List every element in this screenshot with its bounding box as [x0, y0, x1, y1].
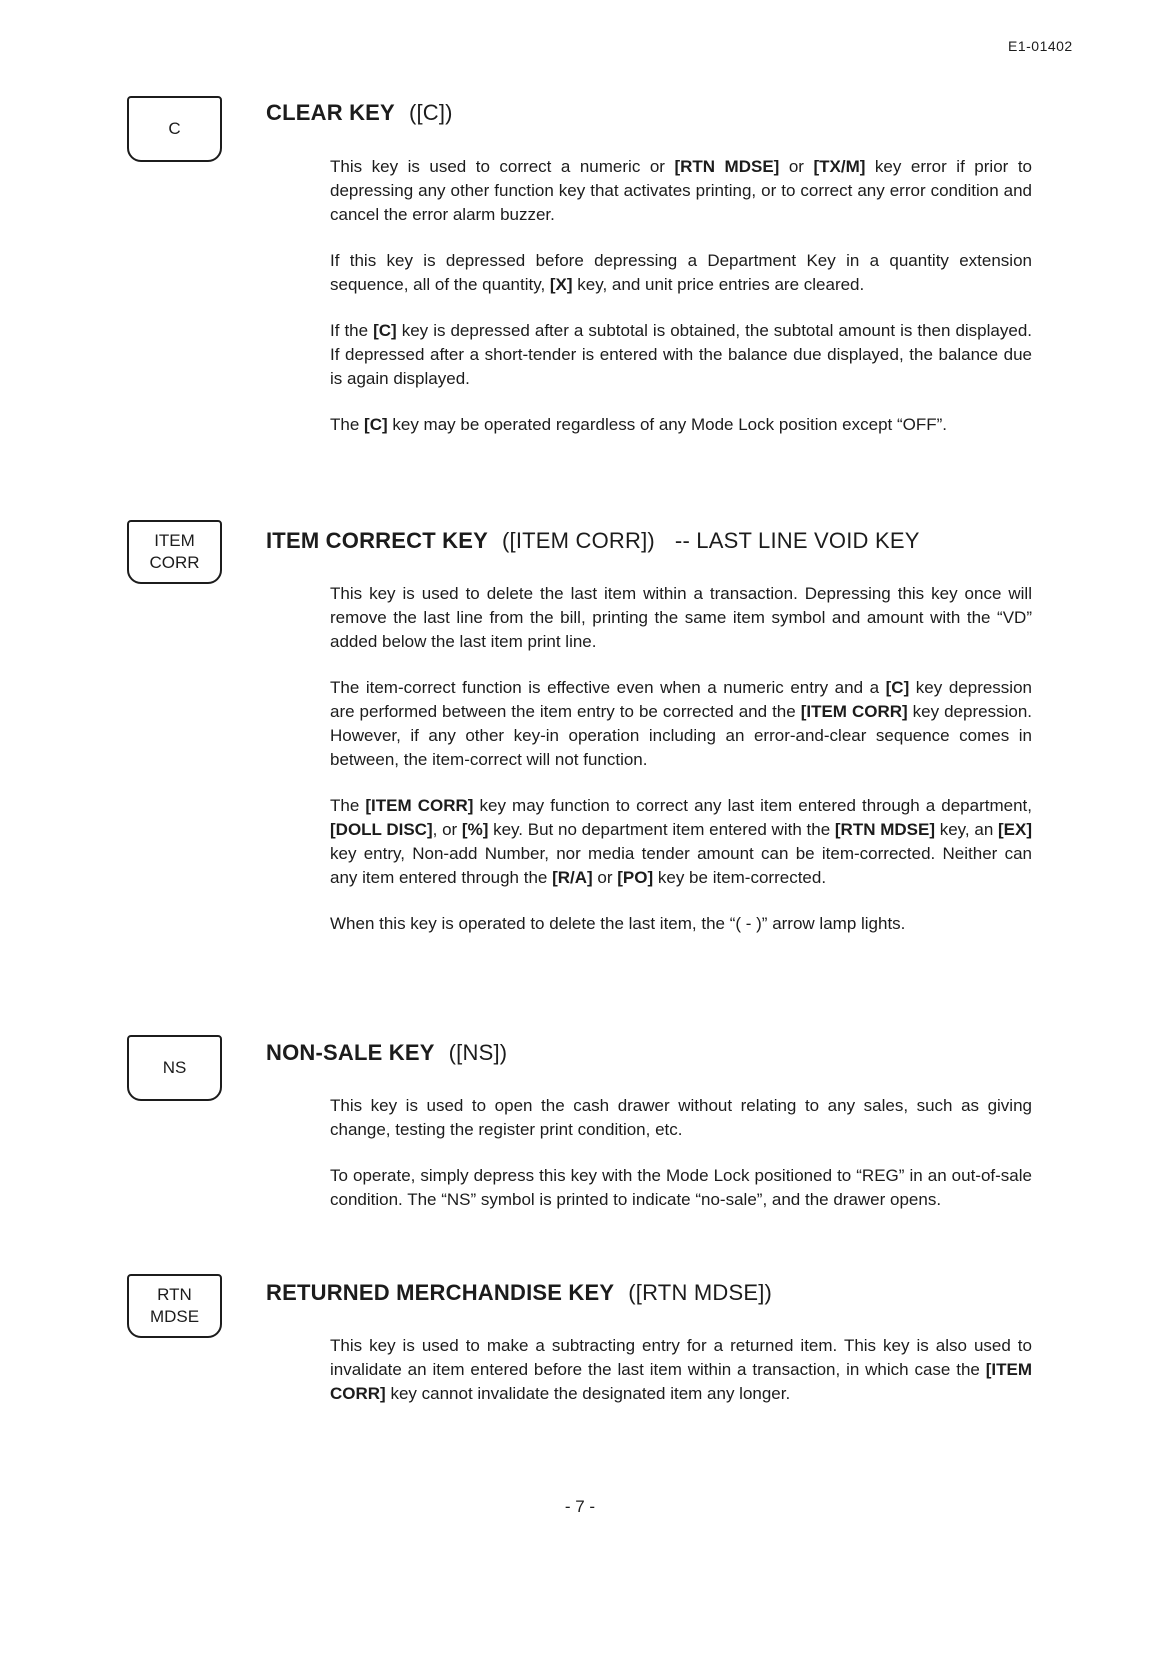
section-body-clear-key: [330, 155, 1032, 459]
section-title-text: RETURNED MERCHANDISE KEY: [266, 1280, 615, 1305]
paragraph: If the [C] key is depressed after a subtotal is obtained, the subtotal amount is then displayed. If depressed after a short-tender is entered with the balance due displayed, the balance due is again displayed.: [330, 321, 1032, 388]
section-body-non-sale-key: [330, 1094, 1032, 1234]
section-body-item-correct-key: [330, 582, 1032, 958]
paragraph: The item-correct function is effective even when a numeric entry and a [C] key depression are performed between the item entry to be corrected and the [ITEM CORR] key depression. However, if any other key-in operation including an error-and-clear sequence comes in between, the item-correct will not function.: [330, 678, 1032, 769]
paragraph: The [ITEM CORR] key may function to correct any last item entered through a department, [DOLL DISC], or [%] key. But no department item entered with the [RTN MDSE] key, an [EX] key entry, Non-add Number, nor media tender amount can be item-corrected. Neither can any item entered through the [R/A] or [PO] key be item-corrected.: [330, 796, 1033, 887]
section-title-text: ITEM CORRECT KEY: [266, 528, 488, 553]
key-label-line: CORR: [149, 553, 200, 572]
section-title-text: CLEAR KEY: [266, 100, 395, 125]
paragraph: If this key is depressed before depressing a Department Key in a quantity extension sequence, all of the quantity, [X] key, and unit price entries are cleared.: [330, 251, 1032, 294]
paragraph: This key is used to correct a numeric or [RTN MDSE] or [TX/M] key error if prior to depressing any other function key that activates printing, or to correct any error condition and cancel the error alarm buzzer.: [330, 157, 1032, 224]
item-corr-key-icon: [127, 520, 222, 584]
key-label-line: NS: [162, 1058, 187, 1077]
section-title-paren: ([C]): [408, 100, 453, 125]
section-title-paren: ([NS]): [448, 1040, 508, 1065]
section-title-paren: ([RTN MDSE]): [628, 1280, 773, 1305]
key-label-line: MDSE: [149, 1307, 200, 1326]
clear-key-icon: [127, 96, 222, 162]
paragraph: This key is used to make a subtracting entry for a returned item. This key is also used to invalidate an item entered before the last item within a transaction, in which case the [ITEM CORR] key cannot invalidate the designated item any longer.: [330, 1336, 1032, 1403]
section-subtitle: -- LAST LINE VOID KEY: [674, 528, 920, 553]
section-title-returned-merchandise-key: [266, 1280, 772, 1306]
section-title-clear-key: [266, 100, 453, 126]
section-title-text: NON-SALE KEY: [266, 1040, 435, 1065]
ns-key-icon: [127, 1035, 222, 1101]
key-label-line: ITEM: [154, 531, 195, 550]
paragraph: The [C] key may be operated regardless of any Mode Lock position except “OFF”.: [330, 415, 948, 434]
key-label-line: C: [168, 119, 181, 138]
paragraph: To operate, simply depress this key with the Mode Lock positioned to “REG” in an out-of-sale condition. The “NS” symbol is printed to indicate “no-sale”, and the drawer opens.: [330, 1166, 1032, 1209]
section-title-item-correct-key: [266, 528, 920, 554]
page-number: - 7 -: [564, 1497, 596, 1516]
document-code: E1-01402: [1008, 38, 1073, 54]
paragraph: This key is used to delete the last item within a transaction. Depressing this key once will remove the last line from the bill, printing the same item symbol and amount with the “VD” added below the last item print line.: [330, 584, 1032, 651]
section-body-returned-merchandise-key: [330, 1334, 1032, 1428]
section-title-non-sale-key: [266, 1040, 507, 1066]
section-title-paren: ([ITEM CORR]): [502, 528, 655, 553]
key-label-line: RTN: [157, 1285, 192, 1304]
paragraph: This key is used to open the cash drawer without relating to any sales, such as giving change, testing the register print condition, etc.: [330, 1096, 1032, 1139]
paragraph: When this key is operated to delete the last item, the “( - )” arrow lamp lights.: [330, 914, 906, 933]
rtn-mdse-key-icon: [127, 1274, 222, 1338]
